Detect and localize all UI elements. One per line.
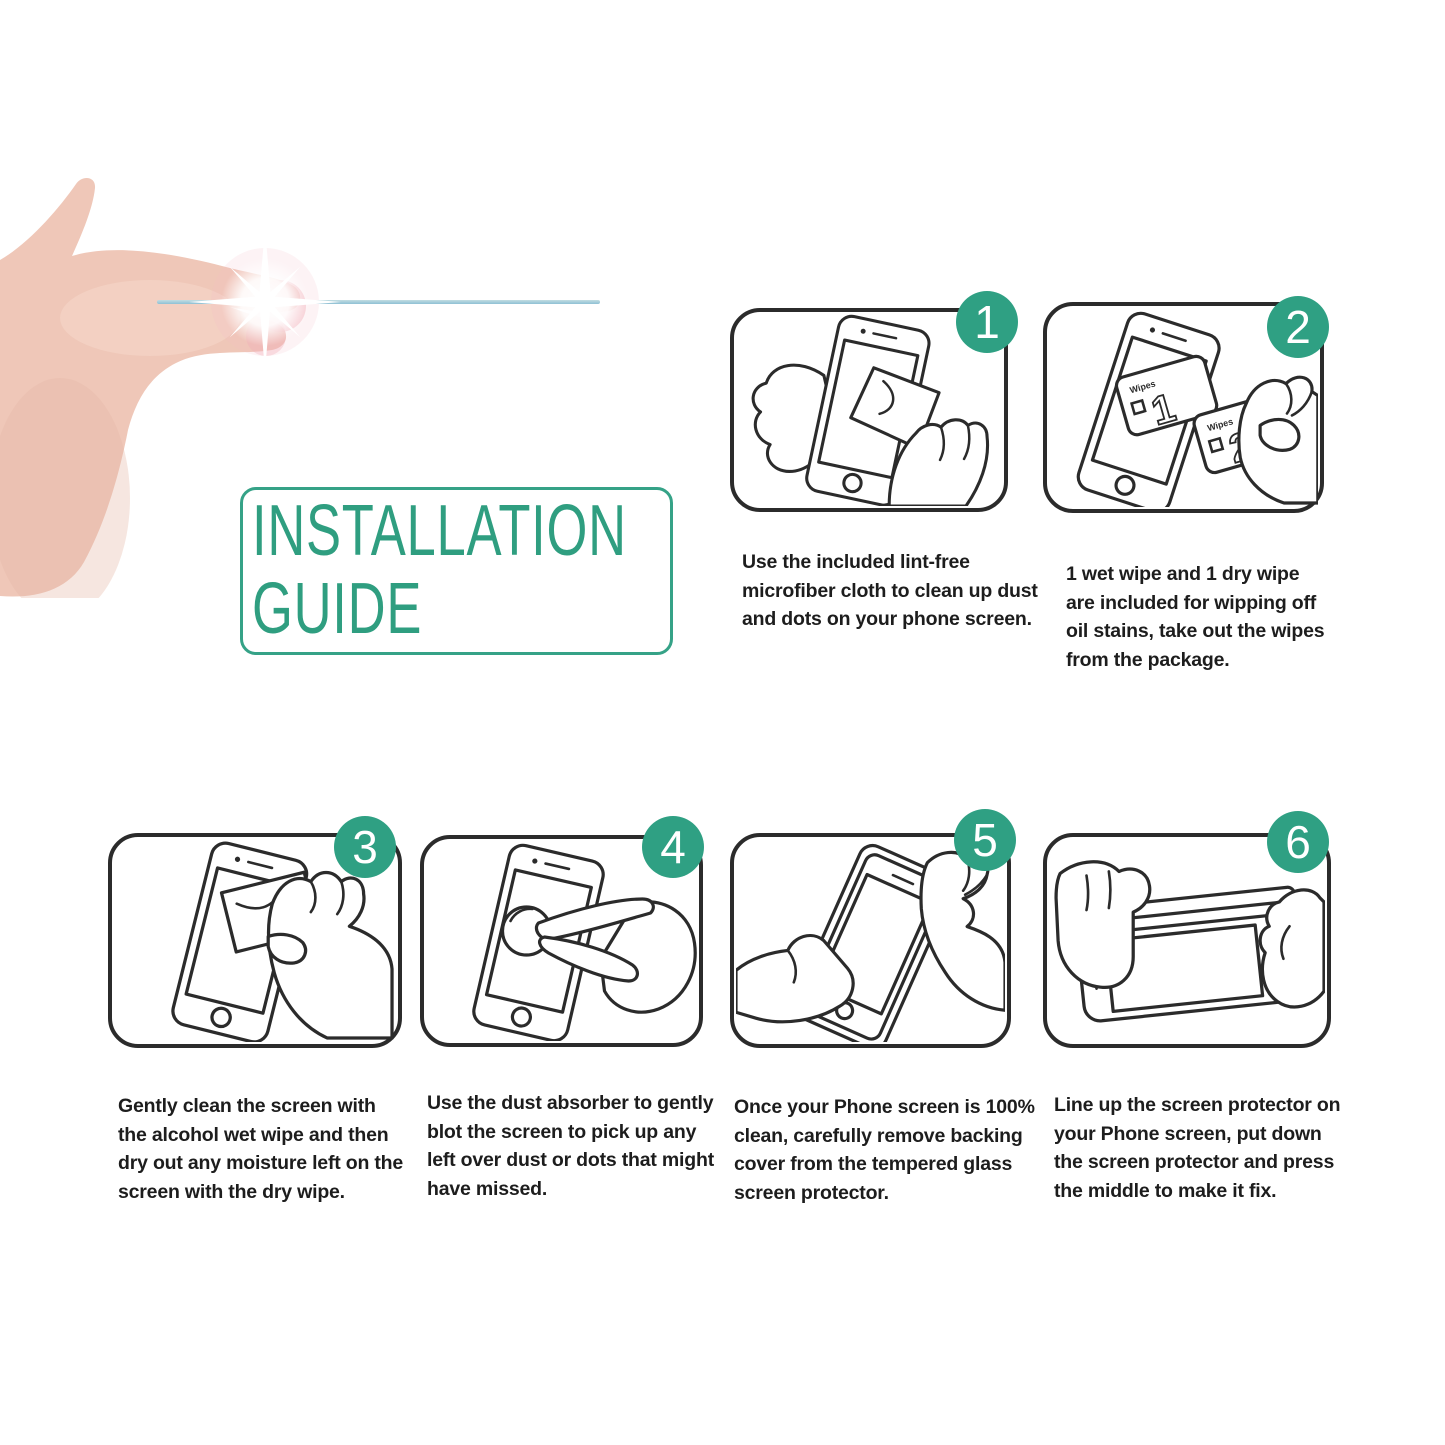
title-box <box>240 487 673 655</box>
step-1-number: 1 <box>974 296 1000 348</box>
step-3-badge <box>334 816 396 878</box>
step-2-text: 1 wet wipe and 1 dry wipe are included for wipping off oil stains, take out the wipes from the package. <box>1066 563 1325 671</box>
step-3-number: 3 <box>352 821 378 873</box>
thumb <box>268 934 305 963</box>
svg-text:Wipes: Wipes <box>1128 378 1157 396</box>
step-6-number: 6 <box>1285 816 1311 868</box>
right-hand <box>921 852 1005 1010</box>
step-2-badge <box>1267 296 1329 358</box>
svg-text:Wipes: Wipes <box>1206 416 1235 434</box>
svg-text:1: 1 <box>1146 385 1181 435</box>
step-1-illustration <box>736 314 1002 506</box>
step-5-number: 5 <box>972 814 998 866</box>
step-6-badge <box>1267 811 1329 873</box>
step-6-text: Line up the screen protector on your Phone screen, put down the screen protector and press the middle to make it fix. <box>1054 1094 1341 1202</box>
step-1-text: Use the included lint-free microfiber cloth to clean up dust and dots on your phone screen. <box>742 551 1038 630</box>
step-2-number: 2 <box>1285 301 1311 353</box>
step-5-text: Once your Phone screen is 100% clean, carefully remove backing cover from the tempered glass screen protector. <box>734 1096 1035 1204</box>
step-4-number: 4 <box>660 821 686 873</box>
step-3-text: Gently clean the screen with the alcohol wet wipe and then dry out any moisture left on the screen with the dry wipe. <box>118 1095 404 1203</box>
step-1-badge <box>956 291 1018 353</box>
right-hand <box>1260 890 1324 1007</box>
page-title-line2: GUIDE <box>252 569 423 649</box>
step-5-illustration <box>736 839 1005 1042</box>
step-4-badge <box>642 816 704 878</box>
step-5-badge <box>954 809 1016 871</box>
step-4-text: Use the dust absorber to gently blot the screen to pick up any left over dust or dots that might have missed. <box>427 1092 714 1200</box>
page-title-line1: INSTALLATION <box>252 491 627 571</box>
thumb <box>1260 419 1299 450</box>
sparkle-flare-icon <box>185 222 345 382</box>
